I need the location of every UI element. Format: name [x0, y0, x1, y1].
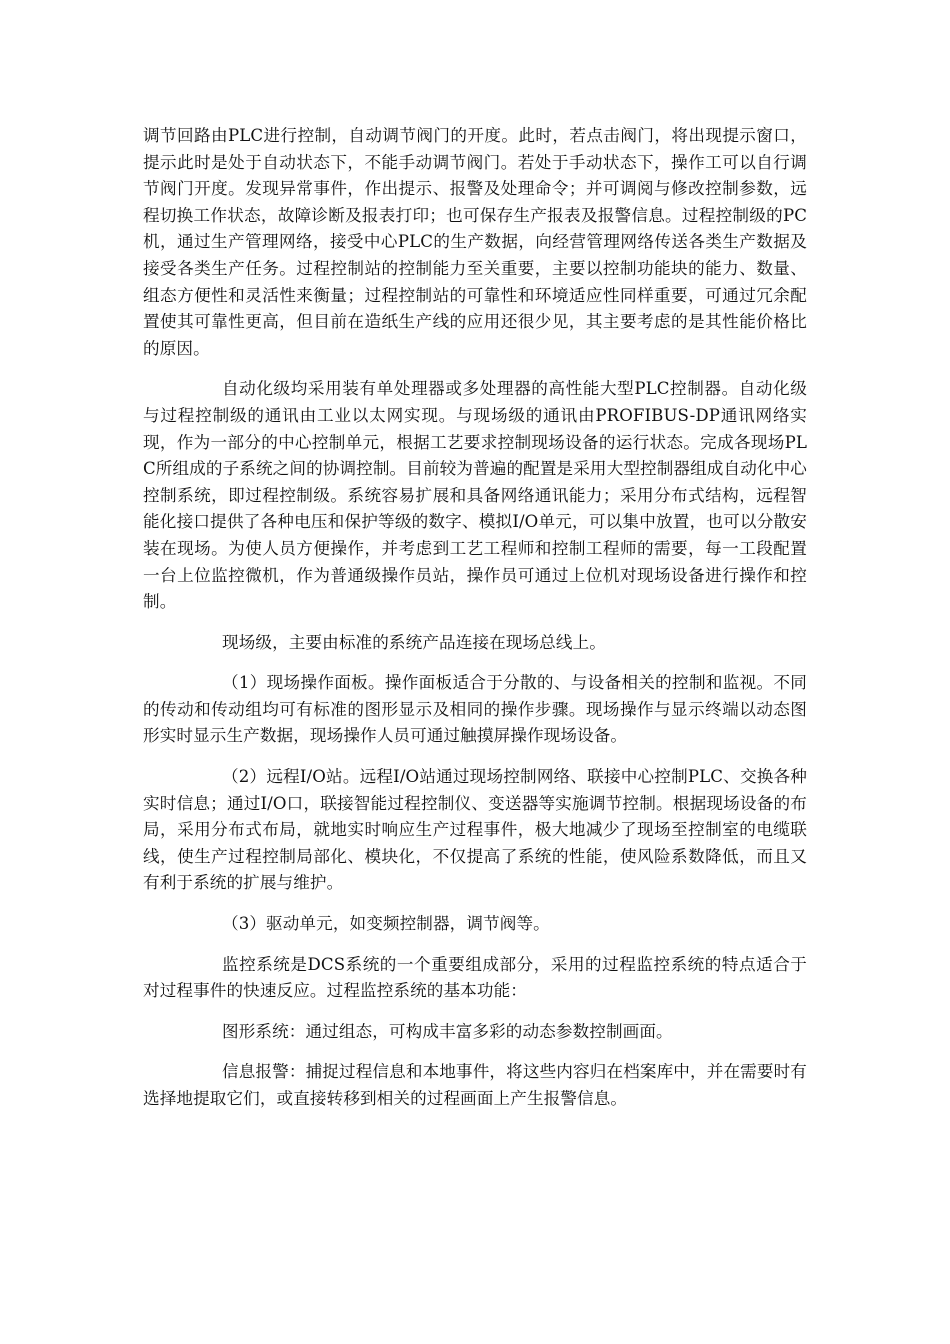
paragraph-field-level: 现场级，主要由标准的系统产品连接在现场总线上。: [222, 632, 606, 652]
paragraph-monitoring-system: 监控系统是DCS系统的一个重要组成部分，采用的过程监控系统的特点适合于对过程事件的快速反应。过程监控系统的基本功能：: [143, 954, 807, 1001]
document-body: [143, 123, 807, 1113]
paragraph-information-alarm: 信息报警：捕捉过程信息和本地事件，将这些内容归在档案库中，并在需要时有选择地提取它们，或直接转移到相关的过程画面上产生报警信息。: [143, 1062, 807, 1108]
paragraph-drive-unit: （3）驱动单元，如变频控制器，调节阀等。: [222, 914, 550, 934]
paragraph-process-control: 调节回路由PLC进行控制，自动调节阀门的开度。此时，若点击阀门，将出现提示窗口，提示此时是处于自动状态下，不能手动调节阀门。若处于手动状态下，操作工可以自行调节阀门开度。发现异常事件，作出提示、报警及处理命令；并可调阅与修改控制参数，远程切换工作状态，故障诊断及报表打印；也可保存生产报表及报警信息。过程控制级的PC机，通过生产管理网络，接受中心PLC的生产数据，向经营管理网络传送各类生产数据及接受各类生产任务。过程控制站的控制能力至关重要，主要以控制功能块的能力、数量、组态方便性和灵活性来衡量；过程控制站的可靠性和环境适应性同样重要，可通过冗余配置使其可靠性更高，但目前在造纸生产线的应用还很少见，其主要考虑的是其性能价格比的原因。: [143, 126, 807, 358]
paragraph-graphics-system: 图形系统：通过组态，可构成丰富多彩的动态参数控制画面。: [222, 1021, 673, 1041]
paragraph-field-operation-panel: （1）现场操作面板。操作面板适合于分散的、与设备相关的控制和监视。不同的传动和传动组均可有标准的图形显示及相同的操作步骤。现场操作与显示终端以动态图形实时显示生产数据，现场操作人员可通过触摸屏操作现场设备。: [143, 673, 807, 746]
paragraph-remote-io-station: （2）远程I/O站。远程I/O站通过现场控制网络、联接中心控制PLC、交换各种实时信息；通过I/O口，联接智能过程控制仪、变送器等实施调节控制。根据现场设备的布局，采用分布式布局，就地实时响应生产过程事件，极大地减少了现场至控制室的电缆联线，使生产过程控制局部化、模块化，不仅提高了系统的性能，使风险系数降低，而且又有利于系统的扩展与维护。: [143, 767, 807, 893]
paragraph-automation-level: 自动化级均采用装有单处理器或多处理器的高性能大型PLC控制器。自动化级与过程控制级的通讯由工业以太网实现。与现场级的通讯由PROFIBUS-DP通讯网络实现，作为一部分的中心控制单元，根据工艺要求控制现场设备的运行状态。完成各现场PLC所组成的子系统之间的协调控制。目前较为普遍的配置是采用大型控制器组成自动化中心控制系统，即过程控制级。系统容易扩展和具备网络通讯能力；采用分布式结构，远程智能化接口提供了各种电压和保护等级的数字、模拟I/O单元，可以集中放置，也可以分散安装在现场。为使人员方便操作，并考虑到工艺工程师和控制工程师的需要，每一工段配置一台上位监控微机，作为普通级操作员站，操作员可通过上位机对现场设备进行操作和控制。: [143, 379, 807, 612]
